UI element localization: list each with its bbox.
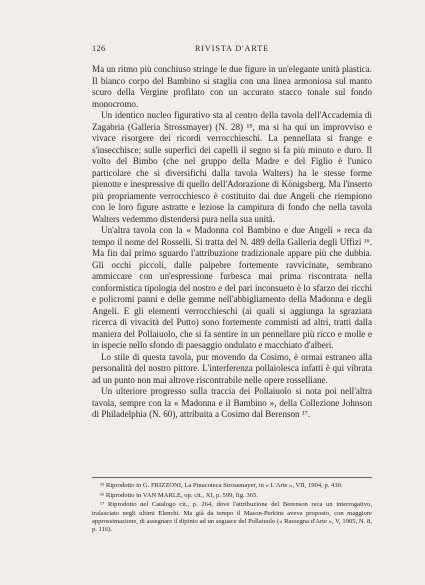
paragraph-2: Un identico nucleo figurativo sta al centro della tavola dell'Accademia di Zagabria (Galleria Strossmayer) (N. 28) ¹⁵, ma si ha qui un improvviso e vivace risorgere dei ricordi verrocchieschi. La pennellata si frange e s'insecchisce; sulle superfici dei capelli il segno si fa più minuto e duro. Il volto del Bimbo (che nel gruppo della Madre e del Figlio è l'unico particolare che si diversifichi dalla tavola Walters) ha le stesse forme pienotte e inespressive di quello dell'Adorazione di Königsberg. Ma l'inserto più propriamente verrocchiesco è costituito dai due Angeli che riempiono con le loro figure astratte e leziose la campitura di fondo che nella tavola Walters vedemmo distendersi pura nella sua unità.	[92, 110, 372, 224]
paragraph-4: Lo stile di questa tavola, pur movendo da Cosimo, è ormai estraneo alla personalità del nostro pittore. L'interferenza pollaiolesca infatti è qui vibrata ad un punto non mai altrove riscontrabile nelle opere rosselliane.	[92, 351, 372, 385]
footnotes	[92, 477, 372, 536]
page-number: 126	[92, 44, 106, 53]
footnote-divider	[92, 477, 372, 478]
paragraph-5: Un ulteriore progresso sulla traccia dei Pollaiuolo si nota poi nell'altra tavola, sempre con la « Madonna e il Bambino », della Collezione Johnson di Philadelphia (N. 60), attribuita a Cosimo dal Berenson ¹⁷.	[92, 386, 372, 419]
paragraph-3: Un'altra tavola con la « Madonna col Bambino e due Angeli » reca da tempo il nome del Rosselli. Si tratta del N. 489 della Galleria degli Uffizi ¹⁶. Ma fin dal primo sguardo l'attribuzione tradizionale appare più che dubbia. Gli occhi piccoli, dalle palpebre fortemente ravvicinate, sembrano ammiccare con un'espressione furbesca mai prima riscontrata nella conformistica tipologia del nostro e del pari inconsueto è lo sfarzo dei ricchi e policromi panni e delle gemme nell'abbigliamento della Madonna e degli Angeli. E gli elementi verrocchieschi (ai quali si aggiunga la sgraziata ricerca di vivacità del Putto) sono fortemente commisti ad altri, tratti dalla maniera del Pollaiuolo, che si fa sentire in un pennellare più ricco e molle e in ispecie nello sfondo di paesaggio ondulato e macchiato d'alberi.	[92, 225, 372, 350]
body-text	[92, 64, 372, 421]
footnote-15: ¹⁵ Riprodotto in G. FRIZZONI, La Pinacoteca Strossmayer, in « L'Arte », VII, 1904, p. 430.	[100, 482, 343, 489]
paragraph-1: Ma un ritmo più conchiuso stringe le due figure in un'elegante unità plastica. Il bianco corpo del Bambino si staglia con una linea armoniosa sul manto scuro della Vergine profilato con un accurato stacco tonale sul fondo monocromo.	[92, 64, 372, 109]
footnote-17: ¹⁷ Riprodotto nel Catalogo cit., p. 264, dove l'attribuzione del Berenson reca un interrogativo, tralasciato negli ultimi Elenchi. Ma già da tempo il Mason-Perkins aveva proposto, con maggiore approssimazione, di assegnare il dipinto ad un seguace del Pollaiuolo (« Rassegna d'Arte », V, 1905, N. 8, p. 116).	[92, 501, 372, 534]
footnote-16: ¹⁶ Riprodotto in VAN MARLE, op. cit., XI, p. 599, fig. 365.	[100, 491, 258, 499]
running-title: RIVISTA D'ARTE	[194, 44, 270, 53]
